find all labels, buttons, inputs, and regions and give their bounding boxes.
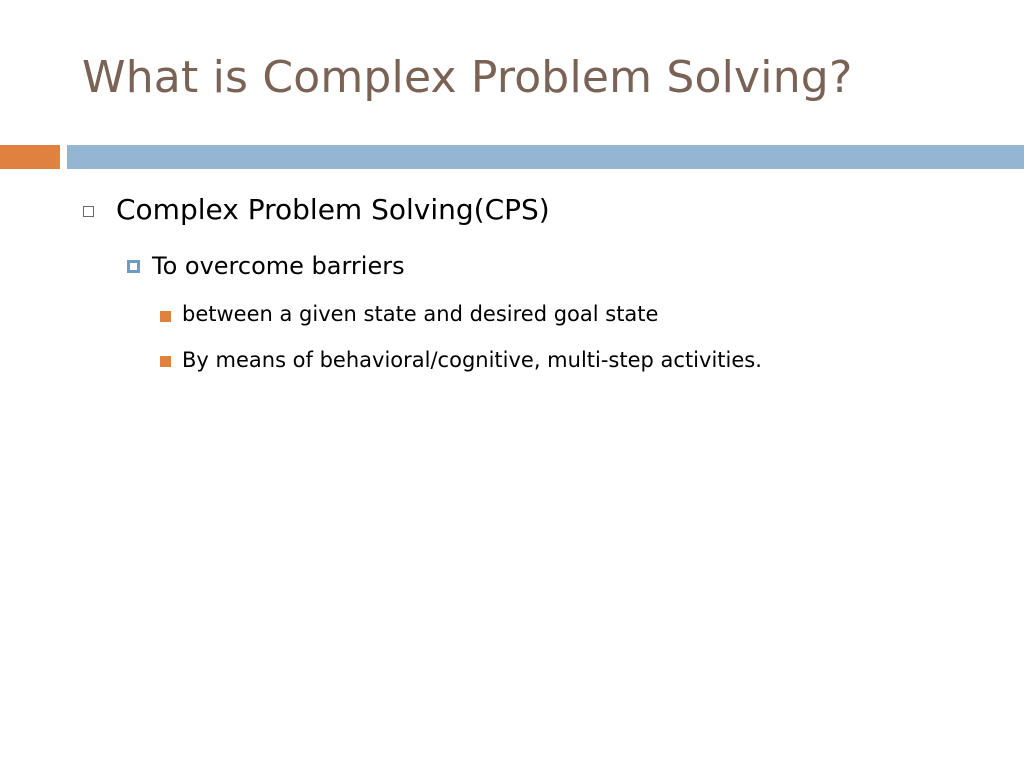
slide-title: What is Complex Problem Solving? (82, 52, 853, 103)
title-accent-orange-bar (0, 145, 60, 169)
hollow-square-bullet-icon (83, 206, 94, 217)
blue-square-bullet-icon (127, 260, 140, 273)
orange-square-bullet-icon (160, 311, 171, 322)
bullet-level3-text: By means of behavioral/cognitive, multi-step activities. (182, 348, 762, 372)
orange-square-bullet-icon (160, 356, 171, 367)
bullet-level1-text: Complex Problem Solving(CPS) (116, 193, 550, 226)
bullet-level3-text: between a given state and desired goal state (182, 302, 659, 326)
bullet-level2-text: To overcome barriers (152, 252, 405, 280)
title-accent-blue-bar (67, 145, 1024, 169)
